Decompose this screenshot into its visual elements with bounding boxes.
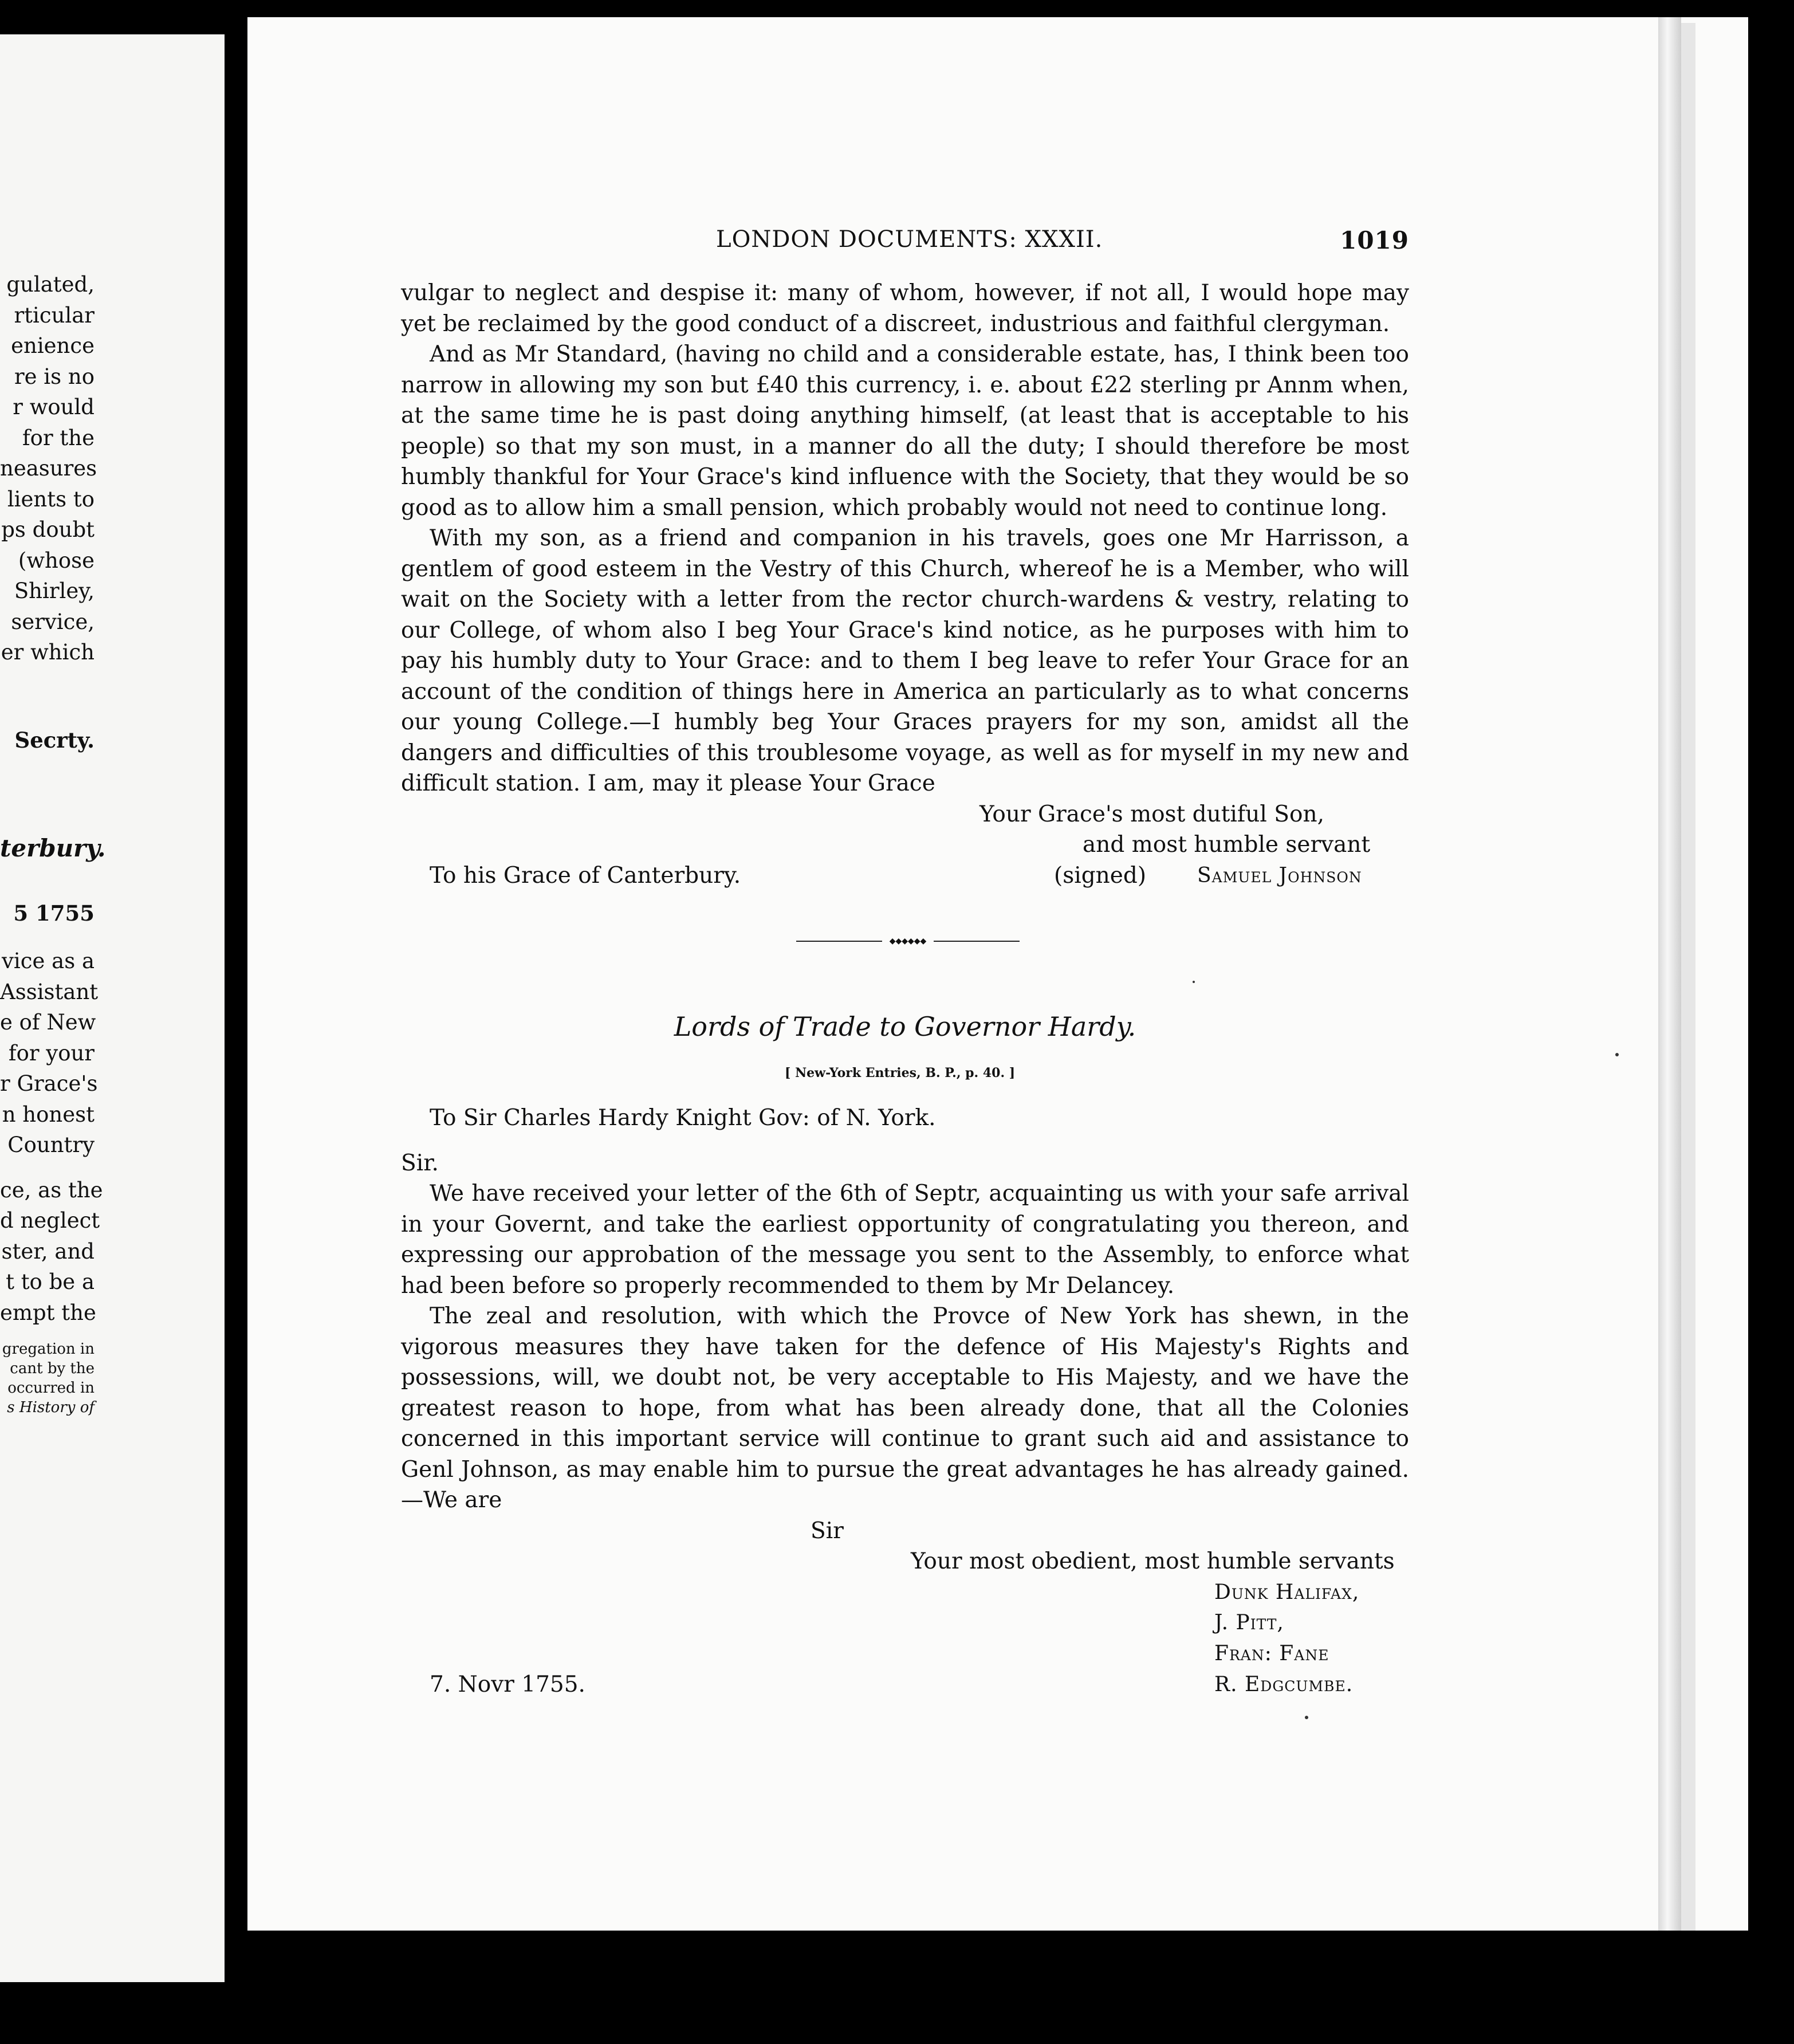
left-line: Assistant: [0, 979, 99, 1004]
signature: Samuel Johnson: [1197, 863, 1362, 887]
section-divider: ◆◆◆◆◆◆: [796, 938, 1020, 945]
source-citation: [ New-York Entries, B. P., p. 40. ]: [785, 1066, 1016, 1080]
left-line: ps doubt: [1, 517, 95, 542]
paragraph: And as Mr Standard, (having no child and a considerable estate, has, I think been too narrow in allowing my son but £40 this currency, i. e. about £22 sterling pr Annm when, at the same time he is past doing anything himself, (at least that is acceptable to his people) so that my son must, in a manner do all the duty; I should therefore be most humbly thankful for Your Grace's kind influence with the Society, that they would be so good as to allow him a small pension, which probably would not need to continue long.: [401, 341, 1409, 521]
letter-lords-of-trade: [401, 1103, 1409, 1705]
left-line: t to be a: [6, 1269, 95, 1294]
left-line: for the: [22, 425, 95, 450]
left-line: r Grace's: [0, 1071, 98, 1096]
left-line: enience: [11, 333, 95, 358]
left-line: re is no: [14, 364, 95, 389]
page-edge-shadow: [1681, 23, 1695, 1931]
left-line: Country: [7, 1133, 95, 1157]
signer: Fran: Fane: [1214, 1641, 1329, 1665]
speck: [1615, 1053, 1619, 1056]
closing-sir: Sir: [811, 1518, 844, 1544]
left-line: empt the: [0, 1300, 96, 1325]
letter-closing: [401, 1516, 1409, 1705]
left-line: (whose: [18, 548, 95, 573]
left-footnote-line: s History of: [7, 1399, 95, 1416]
left-line: for your: [8, 1040, 95, 1066]
signer: J. Pitt,: [1214, 1610, 1284, 1634]
left-line: gulated,: [6, 272, 95, 297]
salutation: Sir.: [401, 1150, 439, 1176]
speck: [1305, 1716, 1308, 1719]
page-edge: [1658, 17, 1681, 1931]
letter-closing: [401, 799, 1409, 922]
left-line: er which: [1, 640, 95, 665]
paragraph: We have received your letter of the 6th of Septr, acquainting us with your safe arrival in your Governt, and take the earliest opportunity of congratulating you thereon, and expressing our approbation of the message you sent to the Assembly, to enforce what had been before so properly recommended to them by Mr Delancey.: [401, 1181, 1409, 1299]
addressee: To his Grace of Canterbury.: [430, 862, 741, 889]
left-line: Shirley,: [14, 579, 95, 603]
left-line: lients to: [7, 486, 95, 512]
left-line: e of New: [0, 1010, 96, 1035]
left-line: 5 1755: [13, 900, 95, 926]
left-footnote-line: occurred in: [7, 1379, 95, 1397]
left-page-fragment: [0, 34, 225, 1982]
left-footnote-line: gregation in: [2, 1341, 95, 1358]
address-line: To Sir Charles Hardy Knight Gov: of N. York.: [430, 1105, 936, 1131]
left-line: n honest: [2, 1102, 95, 1127]
paragraph: With my son, as a friend and companion in his travels, goes one Mr Harrisson, a gentlem of good esteem in the Vestry of this Church, whereof he is a Member, who will wait on the Society with a letter from the rector church-wardens & vestry, relating to our College, of whom also I beg Your Grace's kind notice, as he purposes with him to pay his humbly duty to Your Grace: and to them I beg leave to refer Your Grace for an account of the condition of things here in America an particularly as to what concerns our young College.—I humbly beg Your Graces prayers for my son, amidst all the dangers and difficulties of this troublesome voyage, as well as for myself in my new and difficult station. I am, may it please Your Grace: [401, 525, 1409, 796]
paragraph: vulgar to neglect and despise it: many of whom, however, if not all, I would hope may yet be reclaimed by the good conduct of a discreet, industrious and faithful clergyman.: [401, 280, 1409, 337]
left-line: terbury.: [0, 834, 106, 862]
left-line: r would: [13, 395, 95, 419]
document-title: Lords of Trade to Governor Hardy.: [674, 1011, 1136, 1042]
left-footnote-line: cant by the: [10, 1360, 95, 1377]
left-line: rticular: [14, 302, 95, 328]
left-line: neasures: [0, 456, 97, 481]
closing-line: Your most obedient, most humble servants: [911, 1548, 1395, 1574]
running-title: LONDON DOCUMENTS: XXXII.: [716, 226, 1103, 253]
book-spine: [225, 0, 247, 2044]
left-line: service,: [11, 609, 95, 634]
left-line: ster, and: [1, 1239, 95, 1264]
left-page-text: [0, 269, 106, 1417]
signer: Dunk Halifax,: [1214, 1580, 1360, 1604]
letter-johnson: [401, 278, 1409, 922]
left-line: vice as a: [2, 949, 95, 973]
left-line: Secrty.: [14, 727, 95, 753]
left-line: ce, as the: [0, 1177, 103, 1202]
page-number: 1019: [1340, 226, 1409, 254]
closing-line: Your Grace's most dutiful Son,: [979, 801, 1325, 827]
left-line: d neglect: [0, 1208, 100, 1233]
speck: [1193, 981, 1195, 983]
signer: R. Edgcumbe.: [1214, 1672, 1354, 1696]
closing-line: and most humble servant: [1083, 831, 1371, 858]
letter-date: 7. Novr 1755.: [430, 1671, 585, 1697]
paragraph: The zeal and resolution, with which the Provce of New York has shewn, in the vigorous measures they have taken for the defence of His Majesty's Rights and possessions, will, we doubt not, be very acceptable to His Majesty, and we have the greatest reason to hope, from what has been already done, that all the Colonies concerned in this important service will continue to grant such aid and assistance to Genl Johnson, as may enable him to pursue the great advantages he has already gained.—We are: [401, 1303, 1409, 1513]
signed-note: (signed): [1054, 862, 1147, 889]
